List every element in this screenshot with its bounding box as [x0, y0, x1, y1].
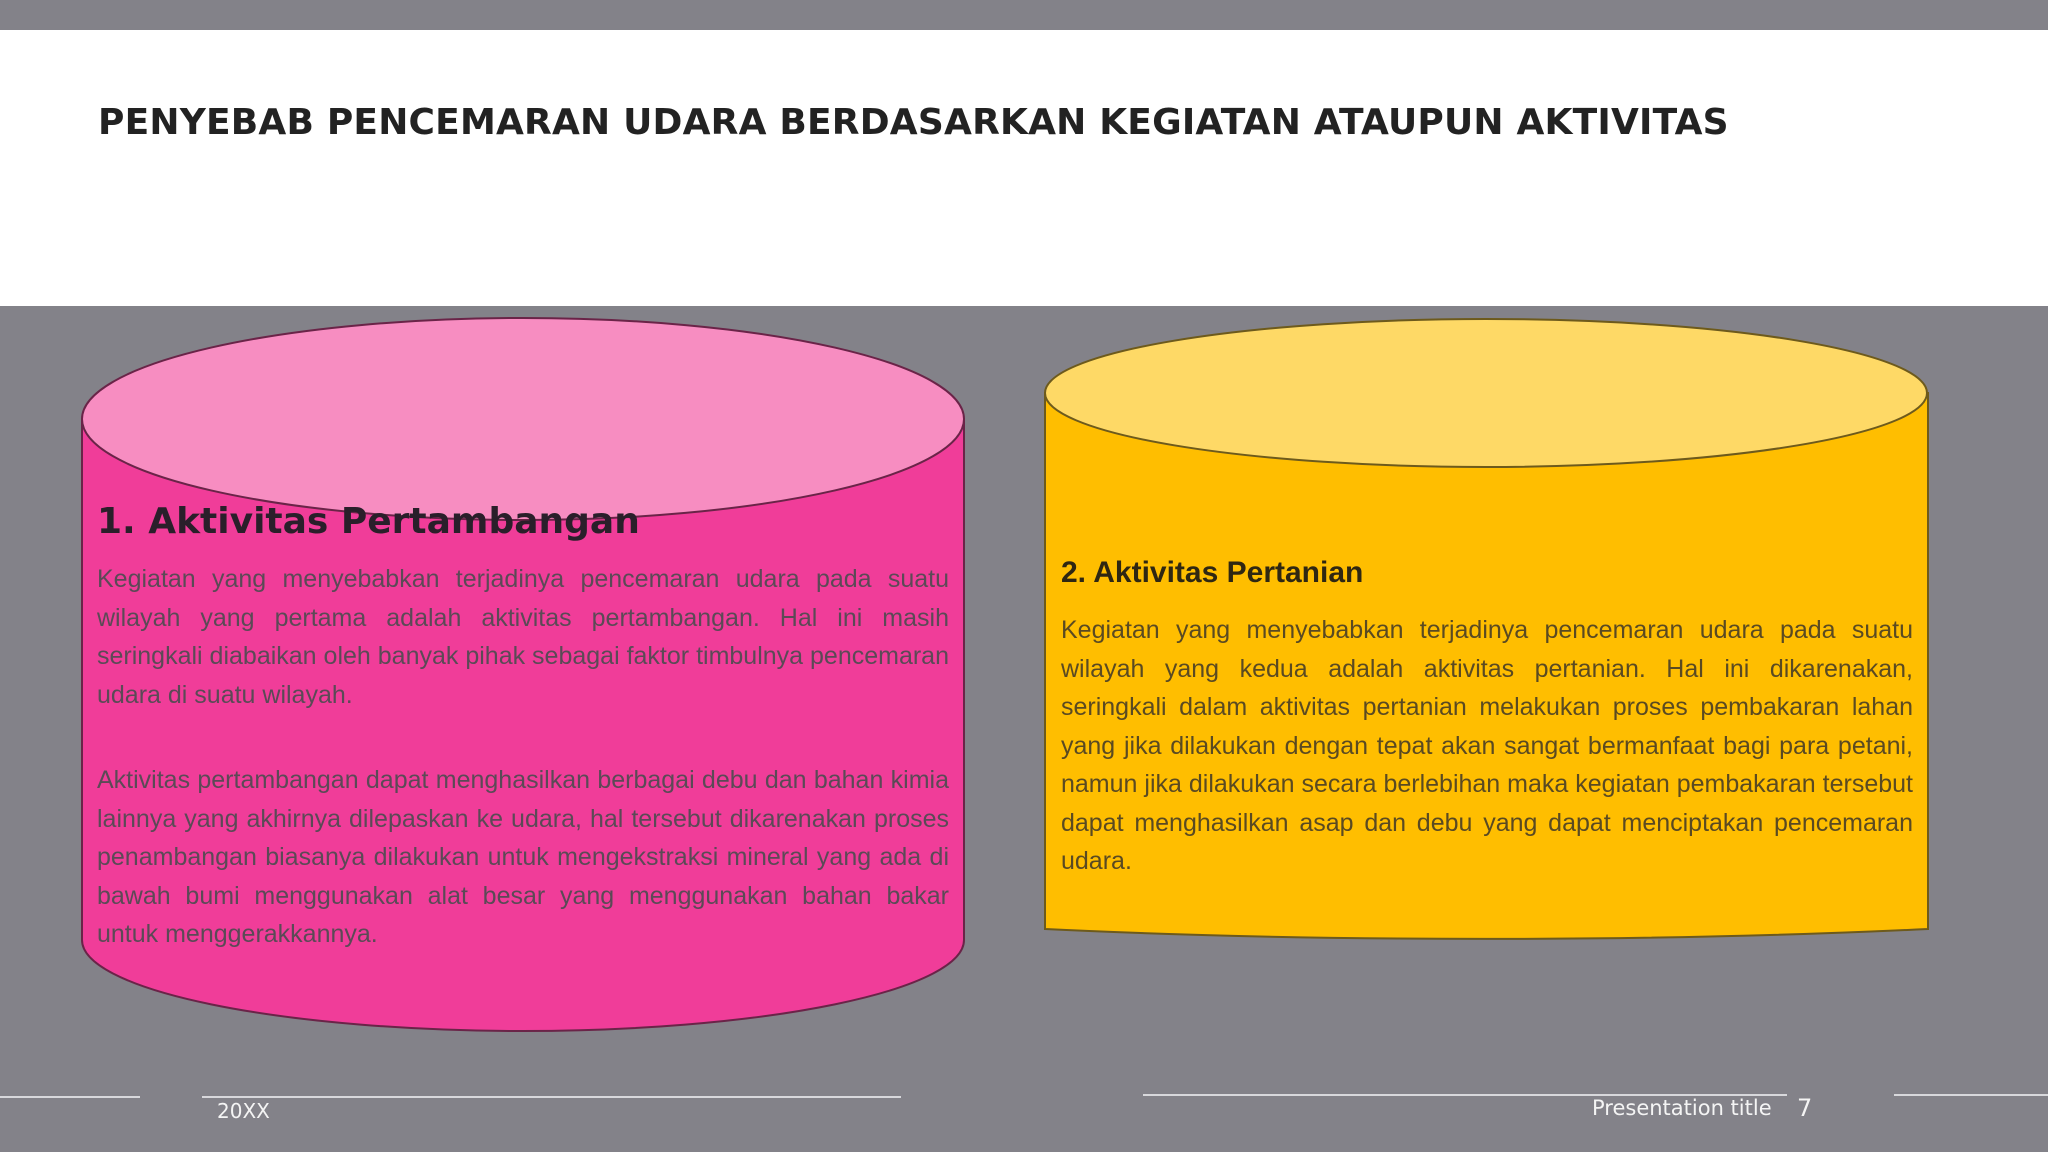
mining-paragraph-2: Aktivitas pertambangan dapat menghasilkan berbagai debu dan bahan kimia lainnya yang akhirnya dilepaskan ke udara, hal tersebut dikarenakan proses penambangan biasanya dilakukan untuk mengekstraksi mineral yang ada di bawah bumi menggunakan alat besar yang menggunakan bahan bakar untuk menggerakkannya. — [97, 766, 949, 948]
pink-cylinder-top — [82, 318, 964, 520]
footer-divider-left — [0, 1096, 140, 1098]
agriculture-paragraph-1: Kegiatan yang menyebabkan terjadinya pencemaran udara pada suatu wilayah yang kedua adalah aktivitas pertanian. Hal ini dikarenakan, seringkali dalam aktivitas pertanian melakukan proses pembakaran lahan yang jika dilakukan dengan tepat akan sangat bermanfaat bagi para petani, namun jika dilakukan secara berlebihan maka kegiatan pembakaran tersebut dapat menghasilkan asap dan debu yang dapat menciptakan pencemaran udara. — [1061, 616, 1913, 875]
footer-presentation-title: Presentation title — [1592, 1096, 1772, 1120]
mining-heading: 1. Aktivitas Pertambangan — [97, 501, 640, 542]
yellow-cylinder-top — [1045, 319, 1927, 467]
footer-divider-center-left — [202, 1096, 901, 1098]
agriculture-activity-text — [1061, 553, 1913, 881]
mining-activity-text — [97, 498, 949, 954]
mining-paragraph-1: Kegiatan yang menyebabkan terjadinya pencemaran udara pada suatu wilayah yang pertama adalah aktivitas pertambangan. Hal ini masih seringkali diabaikan oleh banyak pihak sebagai faktor timbulnya pencemaran udara di suatu wilayah. — [97, 565, 949, 709]
footer-page-number: 7 — [1797, 1094, 1813, 1122]
footer-date: 20XX — [217, 1099, 270, 1123]
footer-divider-right — [1894, 1094, 2048, 1096]
slide-title: PENYEBAB PENCEMARAN UDARA BERDASARKAN KEGIATAN ATAUPUN AKTIVITAS — [98, 102, 1729, 143]
agriculture-heading: 2. Aktivitas Pertanian — [1061, 556, 1364, 589]
